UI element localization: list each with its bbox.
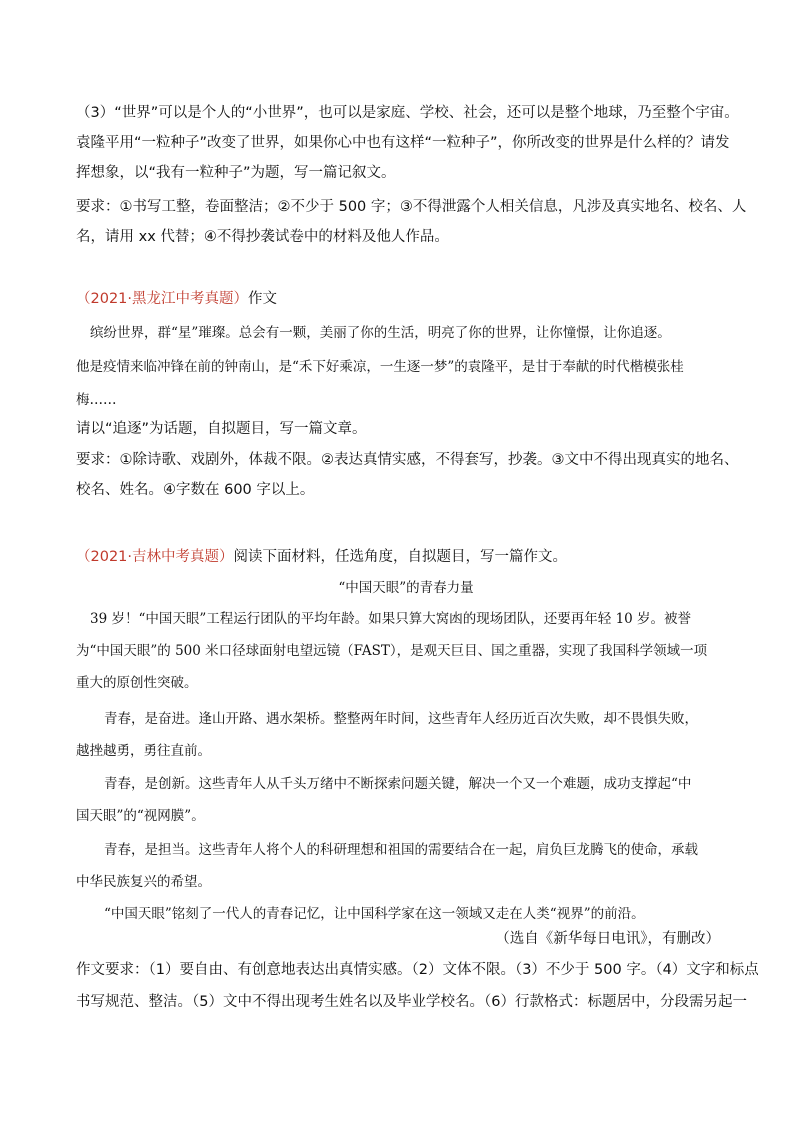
s2-title: 作文 bbox=[248, 291, 278, 307]
s3-material-9: 中华民族复兴的希望。 bbox=[76, 874, 211, 890]
s2-req-line-2: 校名、姓名。④字数在 600 字以上。 bbox=[76, 482, 315, 498]
s3-req-line-1: 作文要求：（1）要自由、有创意地表达出真情实感。（2）文体不限。（3）不少于 500 字。（4）文字和标点 bbox=[76, 962, 759, 978]
s1-req-line-1: 要求：①书写工整，卷面整洁；②不少于 500 字；③不得泄露个人相关信息，凡涉及真实地名、校名、人 bbox=[76, 199, 747, 215]
s3-material-10: “中国天眼”铭刻了一代人的青春记忆，让中国科学家在这一领域又走在人类“视界”的前沿。 bbox=[104, 906, 645, 922]
s1-line-3: 挥想象，以“我有一粒种子”为题，写一篇记叙文。 bbox=[76, 165, 396, 181]
s3-title: 阅读下面材料，任选角度，自拟题目，写一篇作文。 bbox=[233, 549, 568, 565]
s3-material-3: 重大的原创性突破。 bbox=[76, 675, 198, 691]
s2-material-2: 他是疫情来临冲锋在前的钟南山，是“禾下好乘凉，一生逐一梦”的袁隆平，是甘于奉献的时代楷模张桂 bbox=[76, 359, 684, 375]
s2-material-3: 梅…… bbox=[76, 392, 117, 408]
s2-req-line-1: 要求：①除诗歌、戏剧外，体裁不限。②表达真情实感，不得套写，抄袭。③文中不得出现真实的地名、 bbox=[76, 452, 739, 468]
s3-material-1: 39 岁！“中国天眼”工程运行团队的平均年龄。如果只算大窝凼的现场团队，还要再年轻 10 岁。被誉 bbox=[90, 611, 692, 627]
s1-line-2: 袁隆平用“一粒种子”改变了世界，如果你心中也有这样“一粒种子”，你所改变的世界是什么样的？请发 bbox=[76, 135, 730, 151]
s3-material-8: 青春，是担当。这些青年人将个人的科研理想和祖国的需要结合在一起，肩负巨龙腾飞的使命，承载 bbox=[104, 842, 698, 858]
s3-citation: （选自《新华每日电讯》，有删改） bbox=[495, 931, 720, 947]
s3-material-6: 青春，是创新。这些青年人从千头万绪中不断探索问题关键，解决一个又一个难题，成功支撑起“中 bbox=[104, 776, 692, 792]
s3-material-7: 国天眼”的“视网膜”。 bbox=[76, 808, 205, 824]
s2-material-1: 缤纷世界，群“星”璀璨。总会有一颗，美丽了你的生活，明亮了你的世界，让你憧憬，让你追逐。 bbox=[90, 325, 671, 341]
s2-source: （2021·黑龙江中考真题） bbox=[76, 291, 249, 307]
s3-material-2: 为“中国天眼”的 500 米口径球面射电望远镜（FAST），是观天巨目、国之重器，实现了我国科学领域一项 bbox=[76, 643, 708, 659]
s3-material-5: 越挫越勇，勇往直前。 bbox=[76, 743, 211, 759]
s3-req-line-2: 书写规范、整洁。（5）文中不得出现考生姓名以及毕业学校名。（6）行款格式：标题居中，分段需另起一 bbox=[76, 994, 747, 1010]
s1-line-1: （3）“世界”可以是个人的“小世界”，也可以是家庭、学校、社会，还可以是整个地球，乃至整个宇宙。 bbox=[76, 105, 739, 121]
s2-heading bbox=[76, 289, 736, 309]
s3-source: （2021·吉林中考真题） bbox=[76, 549, 234, 565]
s1-req-line-2: 名，请用 xx 代替；④不得抄袭试卷中的材料及他人作品。 bbox=[76, 229, 449, 245]
s3-article-title: “中国天眼”的青春力量 bbox=[338, 580, 474, 596]
s3-material-4: 青春，是奋进。逢山开路、遇水架桥。整整两年时间，这些青年人经历近百次失败，却不畏惧失败， bbox=[104, 711, 698, 727]
s3-heading bbox=[76, 547, 736, 567]
s2-instruction: 请以“追逐”为话题，自拟题目，写一篇文章。 bbox=[76, 421, 367, 437]
